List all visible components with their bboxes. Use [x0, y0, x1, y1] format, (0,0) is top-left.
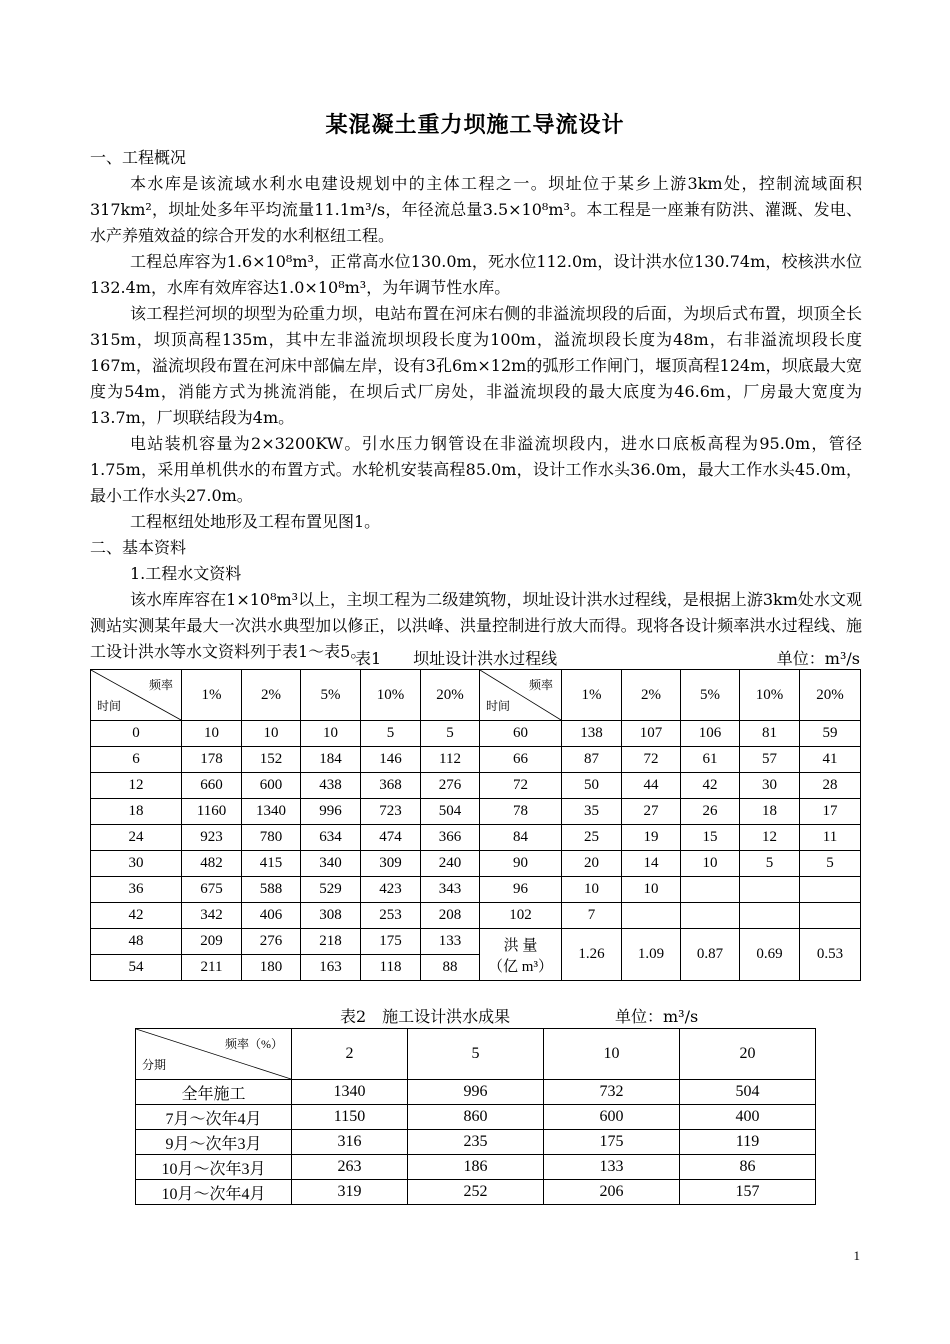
corner-header-cell — [91, 670, 182, 721]
table-cell: 342 — [182, 903, 242, 929]
table-cell: 60 — [480, 721, 562, 747]
table-cell: 996 — [301, 799, 361, 825]
period-cell: 全年施工 — [136, 1080, 292, 1105]
flood-hydrograph-table — [90, 669, 861, 981]
frequency-header: 10 — [544, 1029, 680, 1080]
table-cell: 72 — [480, 773, 562, 799]
table-cell: 400 — [680, 1105, 816, 1130]
table-row — [136, 1130, 816, 1155]
table-cell: 10 — [301, 721, 361, 747]
frequency-header: 2% — [242, 670, 301, 721]
table-cell: 723 — [361, 799, 421, 825]
frequency-header: 2 — [292, 1029, 408, 1080]
table-cell: 600 — [544, 1105, 680, 1130]
table-cell: 438 — [301, 773, 361, 799]
table-cell: 660 — [182, 773, 242, 799]
table-cell: 209 — [182, 929, 242, 955]
table-cell — [622, 903, 681, 929]
table-cell: 25 — [562, 825, 622, 851]
table-cell: 206 — [544, 1180, 680, 1205]
table-cell: 180 — [242, 955, 301, 981]
page-number: 1 — [853, 1248, 860, 1263]
table-cell: 309 — [361, 851, 421, 877]
table-cell: 276 — [421, 773, 480, 799]
table-cell — [681, 877, 740, 903]
table-row — [91, 825, 861, 851]
table-cell: 12 — [740, 825, 800, 851]
flood-volume-value: 1.26 — [562, 929, 622, 981]
table-cell: 15 — [681, 825, 740, 851]
table-cell: 235 — [408, 1130, 544, 1155]
table-cell: 732 — [544, 1080, 680, 1105]
table-cell: 340 — [301, 851, 361, 877]
table-cell: 184 — [301, 747, 361, 773]
table-header-row — [136, 1029, 816, 1080]
table-cell: 6 — [91, 747, 182, 773]
table-cell: 48 — [91, 929, 182, 955]
paragraph: 工程枢纽处地形及工程布置见图1。 — [130, 512, 381, 531]
table1-caption: 表1 坝址设计洪水过程线 — [355, 649, 558, 668]
frequency-header: 1% — [562, 670, 622, 721]
table-cell: 57 — [740, 747, 800, 773]
frequency-header: 1% — [182, 670, 242, 721]
subsection-heading: 1.工程水文资料 — [130, 564, 242, 583]
table-cell: 186 — [408, 1155, 544, 1180]
table-cell: 61 — [681, 747, 740, 773]
table-cell — [740, 903, 800, 929]
table-cell: 14 — [622, 851, 681, 877]
flood-volume-label — [480, 929, 562, 981]
table-cell: 20 — [562, 851, 622, 877]
table-row — [91, 799, 861, 825]
period-cell: 9月～次年3月 — [136, 1130, 292, 1155]
flood-volume-value: 0.87 — [681, 929, 740, 981]
table-cell: 1340 — [292, 1080, 408, 1105]
table-row — [91, 773, 861, 799]
table-cell: 42 — [91, 903, 182, 929]
frequency-header: 20% — [421, 670, 480, 721]
table-cell: 504 — [421, 799, 480, 825]
table-cell: 529 — [301, 877, 361, 903]
table-cell — [800, 903, 861, 929]
table-cell: 368 — [361, 773, 421, 799]
table-cell: 119 — [680, 1130, 816, 1155]
table-cell: 107 — [622, 721, 681, 747]
table-cell: 50 — [562, 773, 622, 799]
table-cell: 474 — [361, 825, 421, 851]
paragraph: 该水库库容在1×10⁸m³以上，主坝工程为二级建筑物，坝址设计洪水过程线，是根据上游3km处水文观测站实测某年最大一次洪水典型加以修正，以洪峰、洪量控制进行放大而得。现将各设计频率洪水过程线、施工设计洪水等水文资料列于表1～表5。 — [90, 590, 862, 661]
table-row — [136, 1180, 816, 1205]
table-cell: 5 — [740, 851, 800, 877]
table-cell: 319 — [292, 1180, 408, 1205]
table-cell: 87 — [562, 747, 622, 773]
table-cell: 588 — [242, 877, 301, 903]
table-cell: 423 — [361, 877, 421, 903]
frequency-header: 20% — [800, 670, 861, 721]
paragraph: 电站装机容量为2×3200KW。引水压力钢管设在非溢流坝段内，进水口底板高程为95.0m，管径1.75m，采用单机供水的布置方式。水轮机安装高程85.0m，设计工作水头36.0m，最大工作水头45.0m，最小工作水头27.0m。 — [90, 434, 862, 505]
table-cell: 1340 — [242, 799, 301, 825]
table-row — [91, 877, 861, 903]
table-cell: 30 — [91, 851, 182, 877]
table-cell: 263 — [292, 1155, 408, 1180]
flood-volume-value: 0.53 — [800, 929, 861, 981]
table-cell — [681, 903, 740, 929]
table-cell: 12 — [91, 773, 182, 799]
table-cell: 675 — [182, 877, 242, 903]
frequency-header: 5% — [681, 670, 740, 721]
table-cell: 1150 — [292, 1105, 408, 1130]
section-heading-2: 二、基本资料 — [90, 538, 187, 557]
table-cell: 84 — [480, 825, 562, 851]
table-cell: 10 — [182, 721, 242, 747]
table-cell: 482 — [182, 851, 242, 877]
table-cell: 415 — [242, 851, 301, 877]
body-text — [90, 145, 862, 665]
table-cell: 35 — [562, 799, 622, 825]
table-cell: 26 — [681, 799, 740, 825]
table-cell: 316 — [292, 1130, 408, 1155]
table-cell: 42 — [681, 773, 740, 799]
paragraph: 工程总库容为1.6×10⁸m³，正常高水位130.0m，死水位112.0m，设计洪水位130.74m，校核洪水位132.4m，水库有效库容达1.0×10⁸m³，为年调节性水库。 — [90, 252, 862, 297]
corner-top-label: 频率 — [148, 678, 173, 692]
table-cell: 5 — [800, 851, 861, 877]
table-cell: 88 — [421, 955, 480, 981]
table-cell: 44 — [622, 773, 681, 799]
table-cell: 54 — [91, 955, 182, 981]
table-header-row — [91, 670, 861, 721]
table-cell: 66 — [480, 747, 562, 773]
table-cell: 112 — [421, 747, 480, 773]
table-cell: 208 — [421, 903, 480, 929]
table-row — [91, 851, 861, 877]
table-cell: 59 — [800, 721, 861, 747]
table-cell: 276 — [242, 929, 301, 955]
table-cell: 163 — [301, 955, 361, 981]
table-cell: 86 — [680, 1155, 816, 1180]
table-cell: 996 — [408, 1080, 544, 1105]
flood-volume-label-line: （亿 m³） — [488, 958, 553, 975]
table-cell: 923 — [182, 825, 242, 851]
table-cell: 634 — [301, 825, 361, 851]
frequency-header: 5% — [301, 670, 361, 721]
table-cell: 175 — [544, 1130, 680, 1155]
table-cell: 11 — [800, 825, 861, 851]
table-cell: 218 — [301, 929, 361, 955]
table-cell: 0 — [91, 721, 182, 747]
table-cell: 118 — [361, 955, 421, 981]
construction-flood-table — [135, 1028, 816, 1205]
frequency-header: 10% — [740, 670, 800, 721]
table-cell: 152 — [242, 747, 301, 773]
table-cell: 600 — [242, 773, 301, 799]
table-cell: 81 — [740, 721, 800, 747]
table-cell — [800, 877, 861, 903]
corner-top-label: 频率（%） — [225, 1037, 283, 1051]
table-cell: 96 — [480, 877, 562, 903]
corner-bottom-label: 分期 — [142, 1058, 167, 1072]
corner-bottom-label: 时间 — [486, 699, 511, 713]
frequency-header: 10% — [361, 670, 421, 721]
table-cell: 10 — [622, 877, 681, 903]
table-cell: 5 — [421, 721, 480, 747]
table-cell: 7 — [562, 903, 622, 929]
table-cell — [740, 877, 800, 903]
table-row — [91, 903, 861, 929]
section-heading-1: 一、工程概况 — [90, 148, 187, 167]
flood-volume-value: 0.69 — [740, 929, 800, 981]
table-cell: 27 — [622, 799, 681, 825]
paragraph: 该工程拦河坝的坝型为砼重力坝，电站布置在河床右侧的非溢流坝段的后面，为坝后式布置，坝顶全长315m，坝顶高程135m，其中左非溢流坝坝段长度为100m，溢流坝段长度为48m，右非溢流坝段长度167m，溢流坝段布置在河床中部偏左岸，设有3孔6m×12m的弧形工作闸门，堰顶高程124m，坝底最大宽度为54m，消能方式为挑流消能，在坝后式厂房处，非溢流坝段的最大底度为46.6m，厂房最大宽度为13.7m，厂坝联结段为4m。 — [90, 304, 862, 427]
table-row — [136, 1080, 816, 1105]
table-cell: 102 — [480, 903, 562, 929]
table-cell: 308 — [301, 903, 361, 929]
table-cell: 780 — [242, 825, 301, 851]
table-cell: 178 — [182, 747, 242, 773]
page-title: 某混凝土重力坝施工导流设计 — [325, 112, 625, 138]
table-cell: 19 — [622, 825, 681, 851]
table-cell: 72 — [622, 747, 681, 773]
table-cell: 133 — [544, 1155, 680, 1180]
table-cell: 252 — [408, 1180, 544, 1205]
table-row — [136, 1155, 816, 1180]
table-cell: 18 — [740, 799, 800, 825]
corner-header-cell — [136, 1029, 292, 1080]
period-cell: 10月～次年3月 — [136, 1155, 292, 1180]
table2-unit: 单位：m³/s — [615, 1007, 699, 1026]
corner-header-cell — [480, 670, 562, 721]
table-cell: 10 — [242, 721, 301, 747]
table-cell: 406 — [242, 903, 301, 929]
frequency-header: 20 — [680, 1029, 816, 1080]
table-cell: 138 — [562, 721, 622, 747]
table1-unit: 单位：m³/s — [776, 649, 860, 668]
table-cell: 366 — [421, 825, 480, 851]
table-cell: 10 — [562, 877, 622, 903]
table-cell: 28 — [800, 773, 861, 799]
table-cell: 90 — [480, 851, 562, 877]
table-cell: 41 — [800, 747, 861, 773]
table-cell: 18 — [91, 799, 182, 825]
table-row — [136, 1105, 816, 1130]
table-cell: 133 — [421, 929, 480, 955]
table-cell: 157 — [680, 1180, 816, 1205]
table-cell: 343 — [421, 877, 480, 903]
table-cell: 78 — [480, 799, 562, 825]
corner-bottom-label: 时间 — [97, 699, 122, 713]
table-cell: 504 — [680, 1080, 816, 1105]
paragraph: 本水库是该流域水利水电建设规划中的主体工程之一。坝址位于某乡上游3km处，控制流域面积317km²，坝址处多年平均流量11.1m³/s，年径流总量3.5×10⁸m³。本工程是一座兼有防洪、灌溉、发电、水产养殖效益的综合开发的水利枢纽工程。 — [90, 174, 862, 245]
table2-caption: 表2 施工设计洪水成果 — [340, 1007, 511, 1026]
table-cell: 36 — [91, 877, 182, 903]
period-cell: 7月～次年4月 — [136, 1105, 292, 1130]
table-cell: 5 — [361, 721, 421, 747]
table-cell: 24 — [91, 825, 182, 851]
table-cell: 860 — [408, 1105, 544, 1130]
table-cell: 1160 — [182, 799, 242, 825]
table-cell: 146 — [361, 747, 421, 773]
table-row — [91, 929, 861, 955]
frequency-header: 5 — [408, 1029, 544, 1080]
table-cell: 175 — [361, 929, 421, 955]
period-cell: 10月～次年4月 — [136, 1180, 292, 1205]
frequency-header: 2% — [622, 670, 681, 721]
table-cell: 30 — [740, 773, 800, 799]
table-cell: 106 — [681, 721, 740, 747]
flood-volume-label-line: 洪 量 — [503, 937, 538, 954]
table-cell: 240 — [421, 851, 480, 877]
flood-volume-value: 1.09 — [622, 929, 681, 981]
table-row — [91, 721, 861, 747]
table-cell: 211 — [182, 955, 242, 981]
corner-top-label: 频率 — [528, 678, 553, 692]
table-cell: 17 — [800, 799, 861, 825]
table-row — [91, 747, 861, 773]
table-cell: 10 — [681, 851, 740, 877]
table-cell: 253 — [361, 903, 421, 929]
